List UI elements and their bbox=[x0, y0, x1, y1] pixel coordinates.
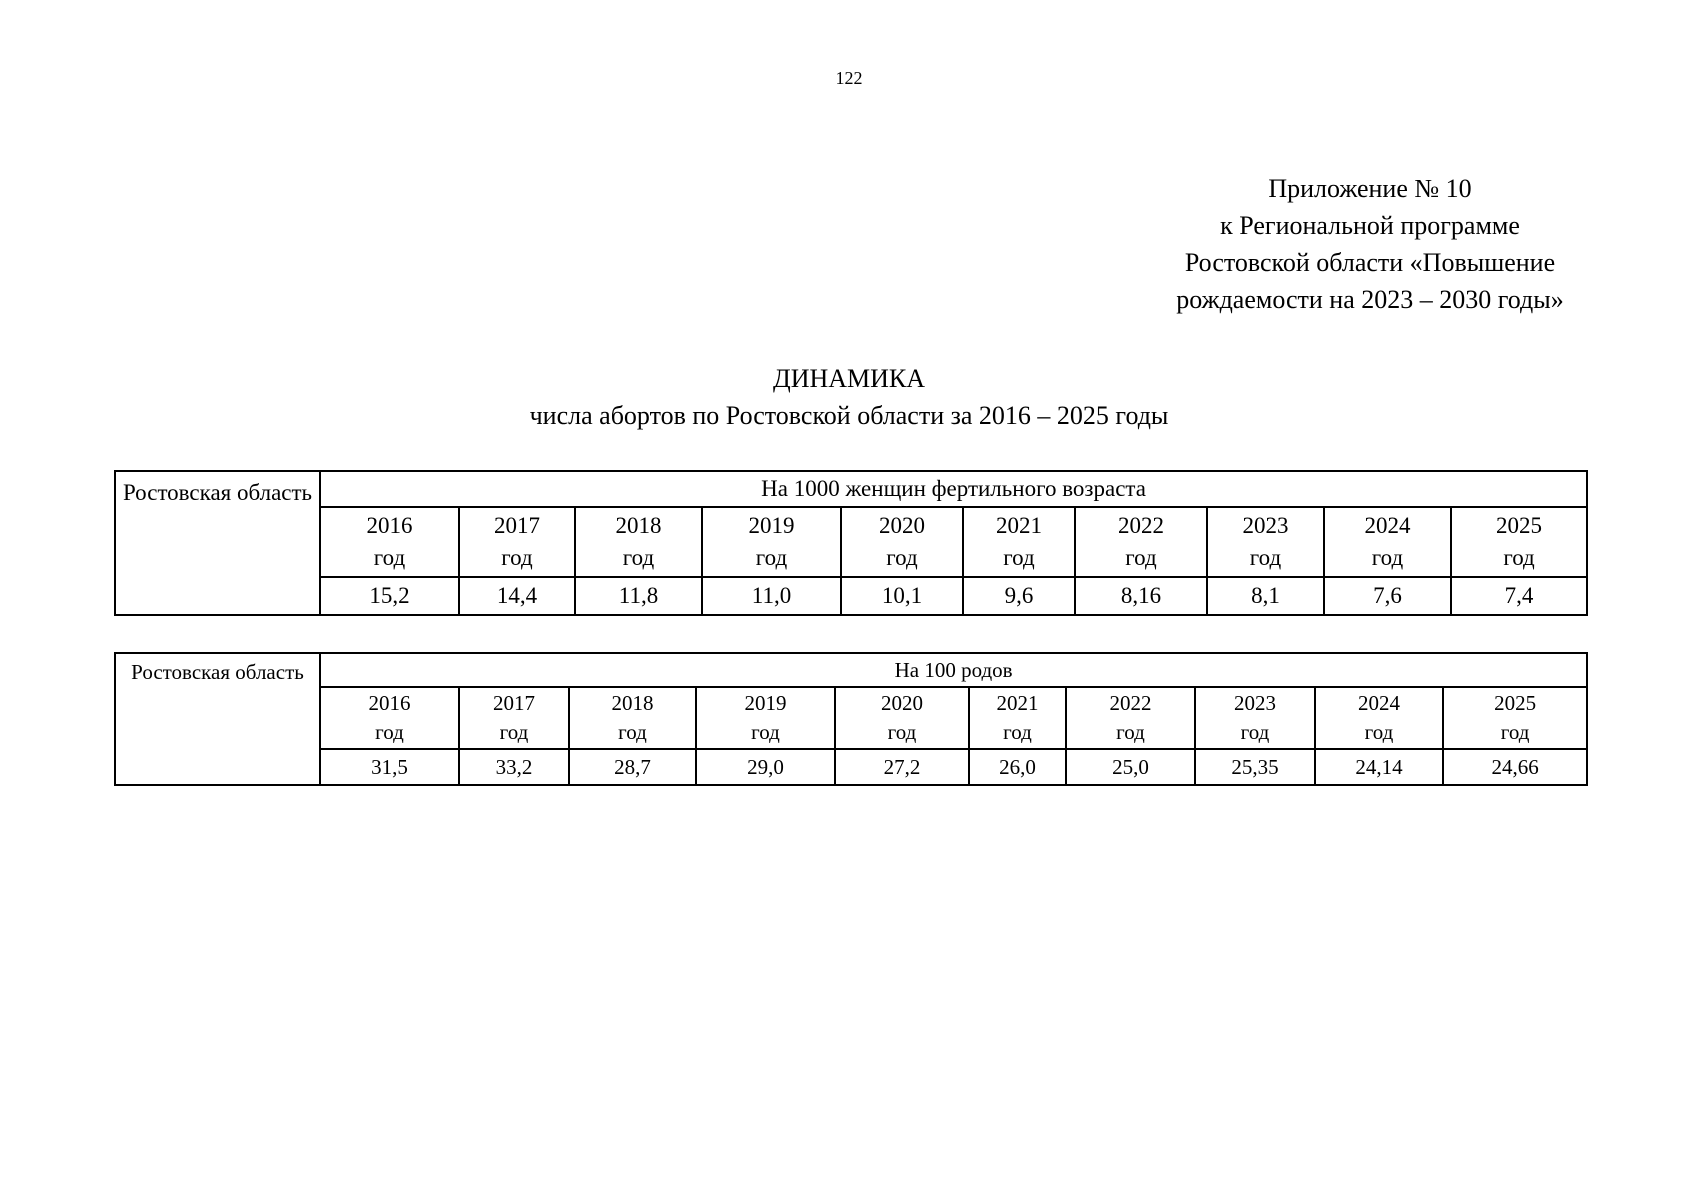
year-cell bbox=[969, 687, 1066, 749]
year-number: 2021 bbox=[996, 513, 1042, 538]
year-suffix: год bbox=[618, 720, 647, 744]
value-cell: 11,8 bbox=[575, 577, 702, 615]
group-header: На 1000 женщин фертильного возраста bbox=[320, 471, 1587, 507]
year-number: 2019 bbox=[748, 513, 795, 538]
year-suffix: год bbox=[1249, 545, 1282, 570]
appendix-line: Приложение № 10 bbox=[1268, 174, 1472, 203]
value-cell: 7,6 bbox=[1324, 577, 1451, 615]
table-header-row bbox=[115, 471, 1587, 507]
value-cell: 29,0 bbox=[696, 749, 835, 785]
appendix-line: Ростовской области «Повышение bbox=[1184, 248, 1556, 277]
value-cell: 27,2 bbox=[835, 749, 969, 785]
year-suffix: год bbox=[499, 720, 529, 744]
year-number: 2020 bbox=[879, 513, 925, 538]
value-cell: 11,0 bbox=[702, 577, 841, 615]
year-suffix: год bbox=[375, 720, 404, 744]
year-number: 2022 bbox=[1109, 691, 1152, 715]
appendix-line: рождаемости на 2023 – 2030 годы» bbox=[1176, 285, 1564, 314]
year-suffix: год bbox=[1371, 545, 1404, 570]
year-number: 2023 bbox=[1242, 513, 1289, 538]
value-cell: 15,2 bbox=[320, 577, 459, 615]
region-label: Ростовская область bbox=[115, 471, 320, 615]
year-cell bbox=[1443, 687, 1587, 749]
year-cell bbox=[696, 687, 835, 749]
year-number: 2022 bbox=[1118, 513, 1164, 538]
year-suffix: год bbox=[1364, 720, 1394, 744]
year-cell bbox=[835, 687, 969, 749]
year-suffix: год bbox=[622, 545, 655, 570]
year-number: 2016 bbox=[368, 691, 411, 715]
region-label: Ростовская область bbox=[115, 653, 320, 785]
year-number: 2024 bbox=[1358, 691, 1400, 715]
year-number: 2021 bbox=[996, 691, 1039, 715]
value-cell: 26,0 bbox=[969, 749, 1066, 785]
year-cell bbox=[841, 507, 963, 577]
year-suffix: год bbox=[887, 720, 917, 744]
abortions-per-100-births-table bbox=[114, 652, 1588, 786]
year-suffix: год bbox=[1240, 720, 1270, 744]
value-row bbox=[115, 749, 1587, 785]
year-suffix: год bbox=[1003, 545, 1035, 570]
year-cell bbox=[963, 507, 1075, 577]
year-cell bbox=[320, 507, 459, 577]
value-cell: 25,0 bbox=[1066, 749, 1195, 785]
appendix-note bbox=[1100, 170, 1640, 318]
year-cell bbox=[569, 687, 696, 749]
appendix-line: к Региональной программе bbox=[1220, 211, 1520, 240]
year-cell bbox=[1195, 687, 1315, 749]
value-cell: 33,2 bbox=[459, 749, 569, 785]
year-number: 2017 bbox=[494, 513, 540, 538]
year-cell bbox=[459, 687, 569, 749]
year-number: 2018 bbox=[611, 691, 654, 715]
year-number: 2023 bbox=[1234, 691, 1276, 715]
year-suffix: год bbox=[1500, 720, 1530, 744]
group-header: На 100 родов bbox=[320, 653, 1587, 687]
title-heading: ДИНАМИКА bbox=[772, 364, 926, 393]
year-row bbox=[115, 507, 1587, 577]
value-cell: 24,66 bbox=[1443, 749, 1587, 785]
value-cell: 8,16 bbox=[1075, 577, 1207, 615]
year-number: 2024 bbox=[1364, 513, 1411, 538]
value-cell: 25,35 bbox=[1195, 749, 1315, 785]
year-suffix: год bbox=[751, 720, 780, 744]
year-suffix: год bbox=[501, 545, 533, 570]
value-row bbox=[115, 577, 1587, 615]
year-suffix: год bbox=[1503, 545, 1535, 570]
year-row bbox=[115, 687, 1587, 749]
year-cell bbox=[575, 507, 702, 577]
year-suffix: год bbox=[1003, 720, 1032, 744]
year-cell bbox=[1315, 687, 1443, 749]
value-cell: 31,5 bbox=[320, 749, 459, 785]
year-number: 2016 bbox=[366, 513, 413, 538]
year-number: 2017 bbox=[493, 691, 535, 715]
year-number: 2018 bbox=[615, 513, 662, 538]
year-number: 2025 bbox=[1496, 513, 1543, 538]
year-number: 2025 bbox=[1494, 691, 1537, 715]
year-cell bbox=[1324, 507, 1451, 577]
year-cell bbox=[320, 687, 459, 749]
year-cell bbox=[459, 507, 575, 577]
value-cell: 7,4 bbox=[1451, 577, 1587, 615]
value-cell: 9,6 bbox=[963, 577, 1075, 615]
value-cell: 8,1 bbox=[1207, 577, 1324, 615]
year-cell bbox=[1066, 687, 1195, 749]
value-cell: 28,7 bbox=[569, 749, 696, 785]
year-suffix: год bbox=[886, 545, 918, 570]
year-suffix: год bbox=[1116, 720, 1145, 744]
document-title bbox=[0, 360, 1698, 434]
abortions-per-1000-women-table bbox=[114, 470, 1588, 616]
year-number: 2019 bbox=[744, 691, 787, 715]
value-cell: 10,1 bbox=[841, 577, 963, 615]
year-suffix: год bbox=[1125, 545, 1157, 570]
year-number: 2020 bbox=[881, 691, 923, 715]
page-number: 122 bbox=[835, 68, 863, 88]
year-suffix: год bbox=[755, 545, 788, 570]
table-header-row bbox=[115, 653, 1587, 687]
title-subheading: числа абортов по Ростовской области за 2016 – 2025 годы bbox=[529, 401, 1169, 430]
year-cell bbox=[1207, 507, 1324, 577]
year-cell bbox=[1451, 507, 1587, 577]
year-suffix: год bbox=[373, 545, 406, 570]
year-cell bbox=[702, 507, 841, 577]
year-cell bbox=[1075, 507, 1207, 577]
value-cell: 14,4 bbox=[459, 577, 575, 615]
value-cell: 24,14 bbox=[1315, 749, 1443, 785]
